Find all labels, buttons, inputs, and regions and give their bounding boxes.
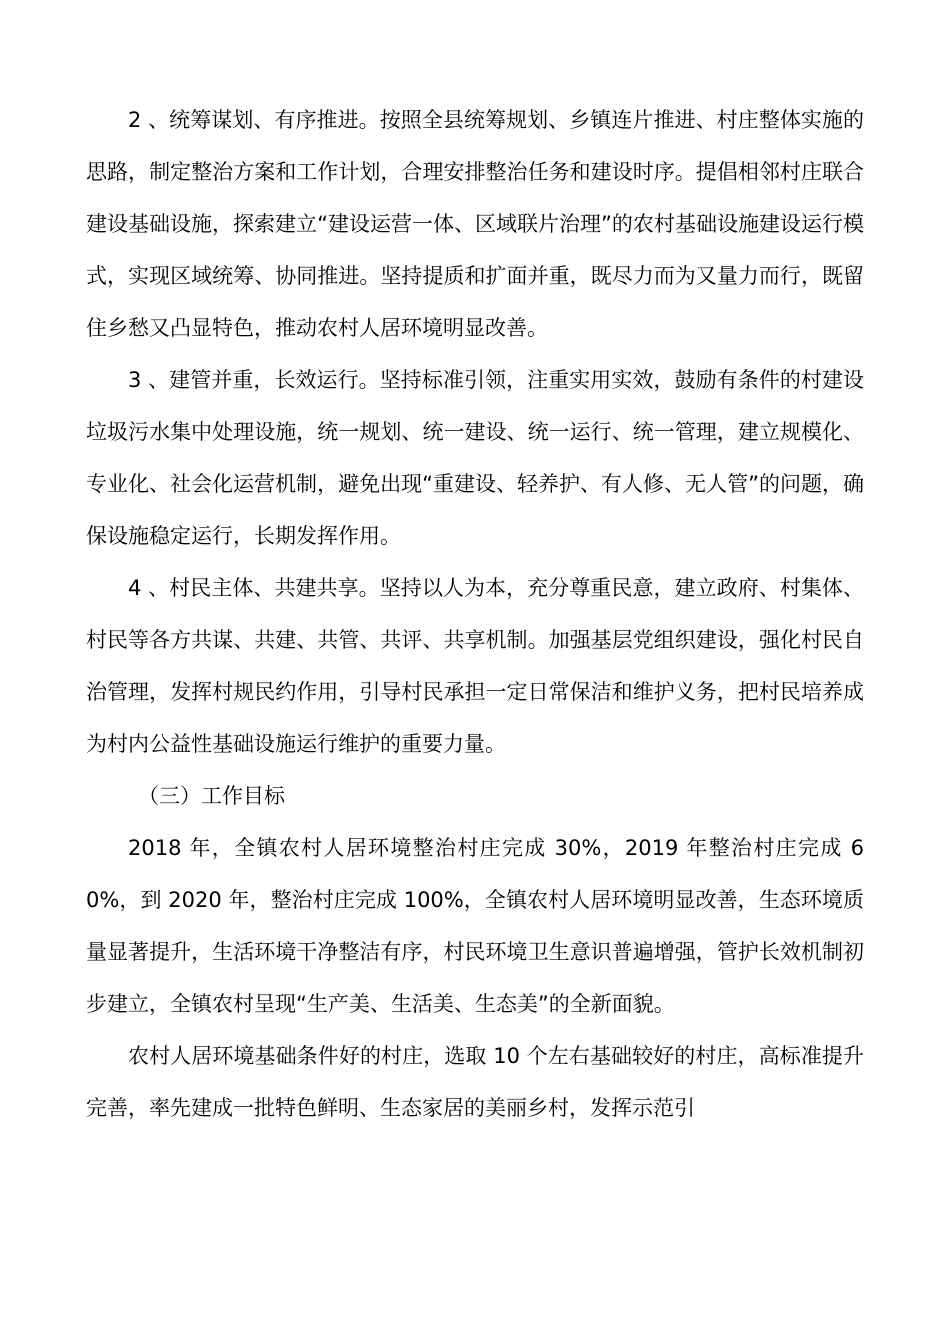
paragraph-principle-2: 2 、统筹谋划、有序推进。按照全县统筹规划、乡镇连片推进、村庄整体实施的思路，制定整治方案和工作计划，合理安排整治任务和建设时序。提倡相邻村庄联合建设基础设施，探索建立“建设运营一体、区域联片治理”的农村基础设施建设运行模式，实现区域统筹、协同推进。坚持提质和扩面并重，既尽力而为又量力而行，既留住乡愁又凸显特色，推动农村人居环境明显改善。 (86, 108, 864, 340)
paragraph-goals: 2018 年，全镇农村人居环境整治村庄完成 30%，2019 年整治村庄完成 60%，到 2020 年，整治村庄完成 100%，全镇农村人居环境明显改善，生态环境质量显著提升，生活环境干净整洁有序，村民环境卫生意识普遍增强，管护长效机制初步建立，全镇农村呈现“生产美、生活美、生态美”的全新面貌。 (86, 836, 864, 1016)
paragraph-principle-3: 3 、建管并重，长效运行。坚持标准引领，注重实用实效，鼓励有条件的村建设垃圾污水集中处理设施，统一规划、统一建设、统一运行、统一管理，建立规模化、专业化、社会化运营机制，避免出现“重建设、轻养护、有人修、无人管”的问题，确保设施稳定运行，长期发挥作用。 (86, 368, 864, 548)
paragraph-demonstration-villages: 农村人居环境基础条件好的村庄，选取 10 个左右基础较好的村庄，高标准提升完善，率先建成一批特色鲜明、生态家居的美丽乡村，发挥示范引 (86, 1044, 864, 1120)
section-heading: （三）工作目标 (138, 784, 285, 808)
document-body (86, 94, 864, 1134)
paragraph-principle-4: 4 、村民主体、共建共享。坚持以人为本，充分尊重民意，建立政府、村集体、村民等各方共谋、共建、共管、共评、共享机制。加强基层党组织建设，强化村民自治管理，发挥村规民约作用，引导村民承担一定日常保洁和维护义务，把村民培养成为村内公益性基础设施运行维护的重要力量。 (86, 576, 864, 756)
